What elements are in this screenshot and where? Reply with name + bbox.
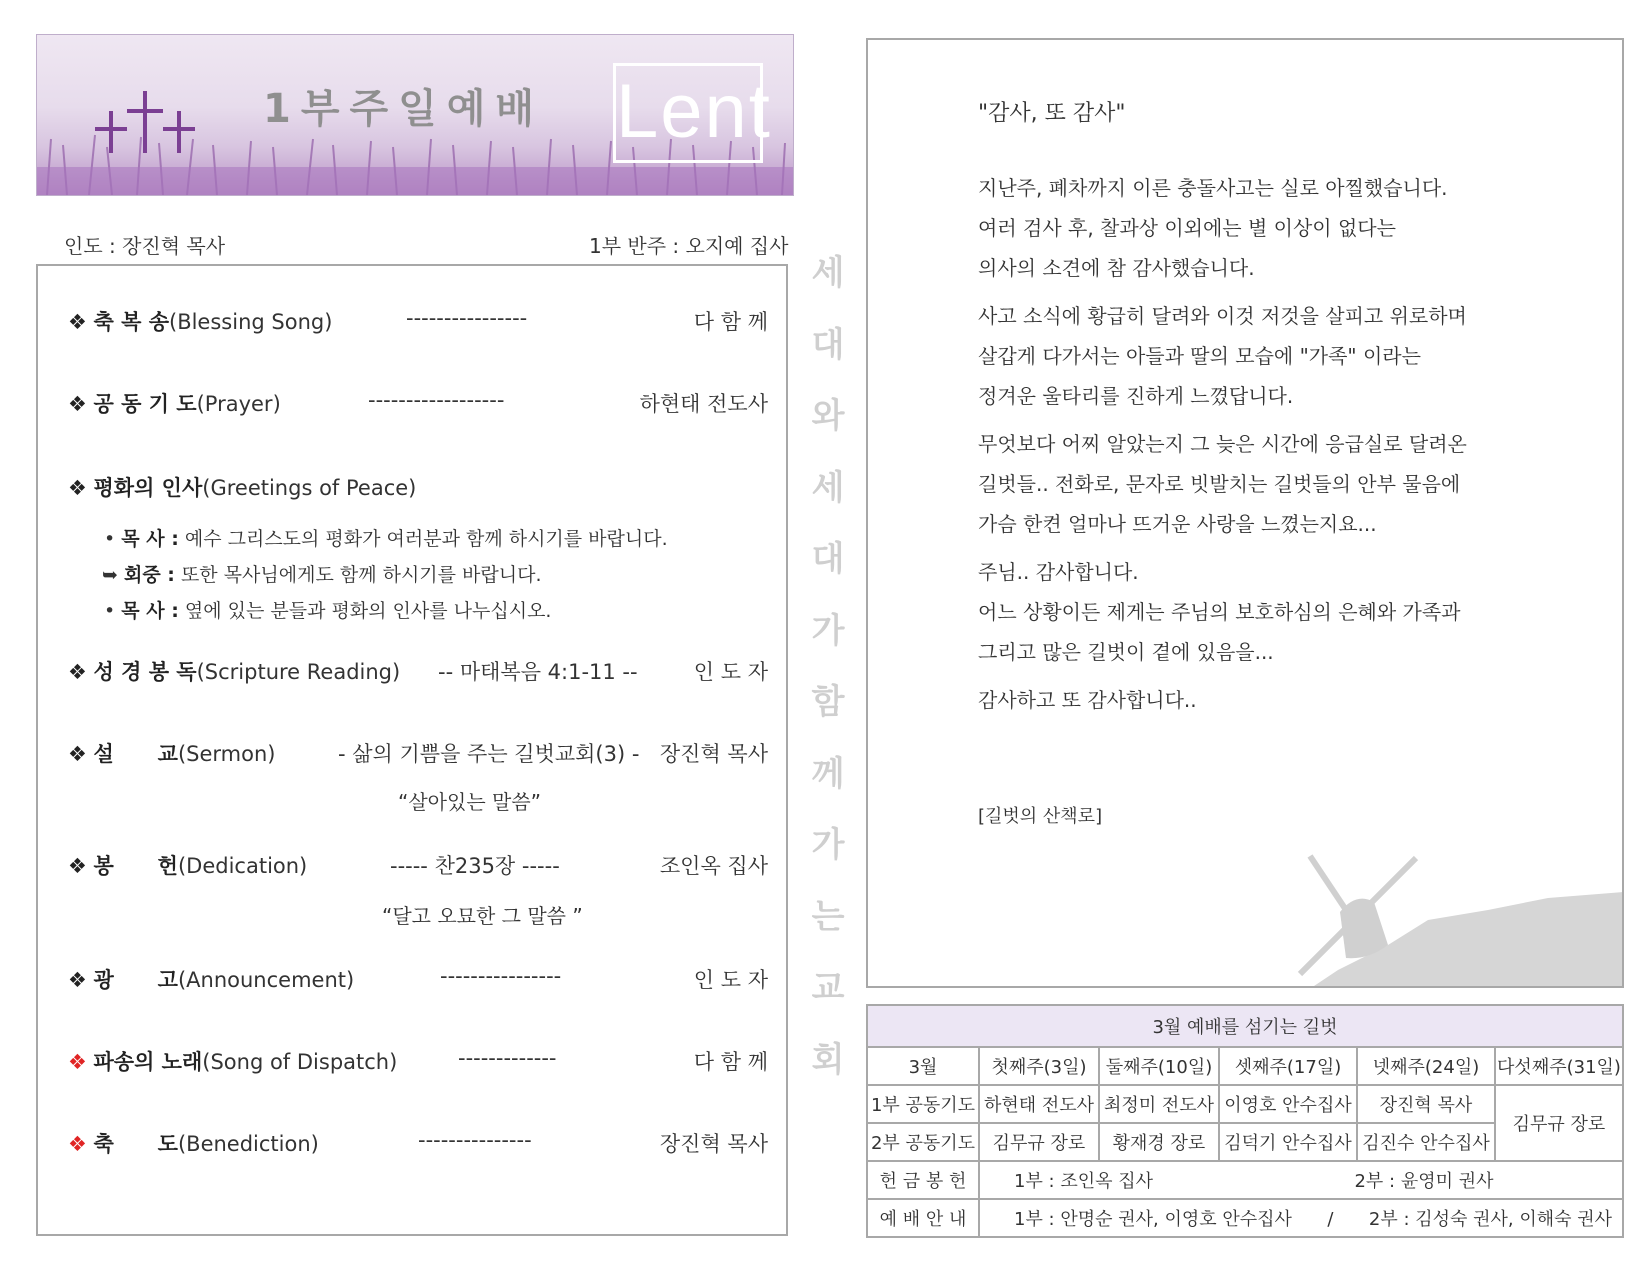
schedule-title: 3월 예배를 섬기는 길벗 <box>867 1005 1623 1047</box>
order-item: ❖ 성 경 봉 독(Scripture Reading) -- 마태복음 4:1-11 -- 인 도 자 <box>68 660 768 684</box>
essay-paragraph: 사고 소식에 황급히 달려와 이것 저것을 살피고 위로하며 살갑게 다가서는 아들과 딸의 모습에 "가족" 이라는 정겨운 울타리를 진하게 느꼈답니다. <box>978 304 1467 408</box>
order-item: ❖ 설 교(Sermon) - 삶의 기쁨을 주는 길벗교회(3) - 장진혁 목사 <box>68 742 768 766</box>
pastoral-essay <box>866 38 1624 988</box>
table-row: 헌 금 봉 헌 1부 : 조인옥 집사 2부 : 윤영미 권사 <box>867 1161 1623 1199</box>
table-row: 예 배 안 내 1부 : 안명순 권사, 이영호 안수집사 / 2부 : 김성숙 권사, 이해숙 권사 <box>867 1199 1623 1237</box>
church-motto-vertical: 세 대 와 세 대 가 함 께 가 는 교 회 <box>811 253 845 1080</box>
order-of-worship <box>36 264 788 1236</box>
order-item: ❖ 축 복 송(Blessing Song) ---------------- 다 함 께 <box>68 306 768 334</box>
essay-source: [길벗의 산책로] <box>978 806 1103 827</box>
lent-badge: Lent <box>613 63 763 163</box>
greeting-line: ➥ 회중 : 또한 목사님에게도 함께 하시기를 바랍니다. <box>102 564 542 586</box>
banner <box>36 34 794 196</box>
table-row: 1부 공동기도 하현태 전도사 최정미 전도사 이영호 안수집사 장진혁 목사 김무규 장로 <box>867 1085 1623 1123</box>
dedication-subtitle: “달고 오묘한 그 말씀 ” <box>382 904 583 928</box>
service-schedule-table <box>866 1004 1624 1238</box>
essay-title: "감사, 또 감사" <box>978 101 1126 126</box>
order-item: ❖ 공 동 기 도(Prayer) ------------------ 하현태 전도사 <box>68 388 768 416</box>
essay-paragraph: 주님.. 감사합니다. 어느 상황이든 제게는 주님의 보호하심의 은혜와 가족과 그리고 많은 길벗이 곁에 있음을... <box>978 560 1461 664</box>
leader-label: 인도 : 장진혁 목사 <box>64 234 226 258</box>
essay-paragraph: 지난주, 폐차까지 이른 충돌사고는 실로 아찔했습니다. 여러 검사 후, 찰과상 이외에는 별 이상이 없다는 의사의 소견에 참 감사했습니다. <box>978 176 1448 280</box>
order-item: ❖ 광 고(Announcement) ---------------- 인 도 자 <box>68 964 768 992</box>
table-row: 2부 공동기도 김무규 장로 황재경 장로 김덕기 안수집사 김진수 안수집사 <box>867 1123 1623 1161</box>
sermon-subtitle: “살아있는 말씀” <box>398 790 541 814</box>
essay-paragraph: 감사하고 또 감사합니다.. <box>978 688 1197 712</box>
accompanist-label: 1부 반주 : 오지예 집사 <box>589 234 789 258</box>
crosses-icon <box>95 91 195 153</box>
essay-paragraph: 무엇보다 어찌 알았는지 그 늦은 시간에 응급실로 달려온 길벗들.. 전화로, 문자로 빗발치는 길벗들의 안부 물음에 가슴 한켠 얼마나 뜨거운 사랑을 느꼈는지요... <box>978 432 1467 536</box>
service-title: 1부주일예배 <box>263 86 545 132</box>
greeting-line: • 목 사 : 옆에 있는 분들과 평화의 인사를 나누십시오. <box>104 600 552 622</box>
greeting-line: • 목 사 : 예수 그리스도의 평화가 여러분과 함께 하시기를 바랍니다. <box>104 528 668 550</box>
order-item: ❖ 축 도(Benediction) --------------- 장진혁 목사 <box>68 1128 768 1156</box>
order-item: ❖ 파송의 노래(Song of Dispatch) ------------- 다 함 께 <box>68 1046 768 1074</box>
order-item: ❖ 봉 헌(Dedication) ----- 찬235장 ----- 조인옥 집사 <box>68 854 768 878</box>
table-row: 3월 첫째주(3일) 둘째주(10일) 셋째주(17일) 넷째주(24일) 다섯째주(31일) <box>867 1047 1623 1085</box>
order-item: ❖ 평화의 인사(Greetings of Peace) <box>68 476 417 500</box>
